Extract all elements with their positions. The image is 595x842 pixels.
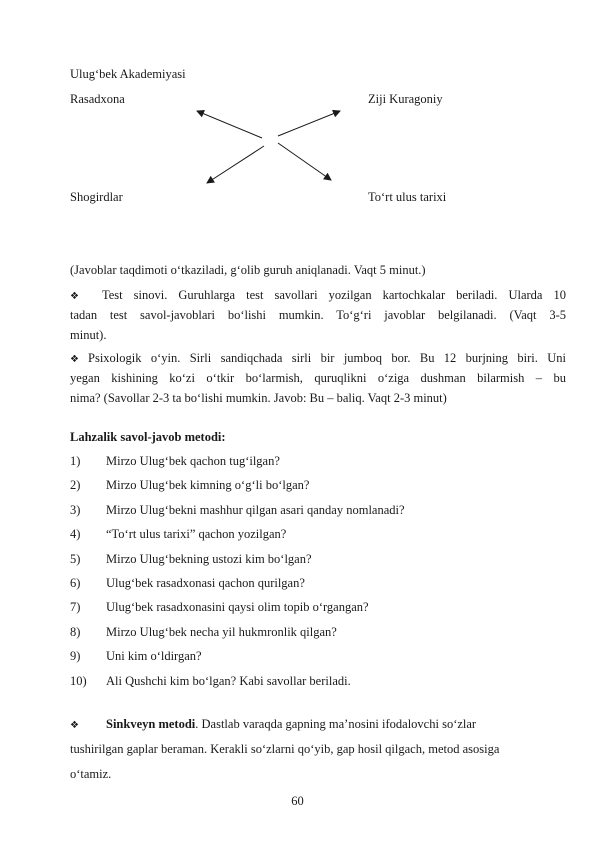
bullet-psix-line-2: yegan kishining ko‘zi o‘tkir bo‘larmish, quruqlikni o‘ziga dushman bilarmish – bu (70, 371, 566, 385)
arrow-to-shogirdlar (207, 146, 264, 183)
list-item (70, 624, 337, 640)
list-item-number: 6) (70, 576, 81, 590)
list-item-text: Mirzo Ulug‘bek kimning o‘g‘li bo‘lgan? (106, 478, 310, 493)
sinkveyn-rest: . Dastlab varaqda gapning ma’nosini ifodalovchi so‘zlar (195, 717, 477, 731)
cluster-item-tort-ulus-tarixi: To‘rt ulus tarixi (368, 190, 447, 204)
sinkveyn-line-3: o‘tamiz. (70, 767, 112, 781)
arrow-to-rasadxona (197, 111, 262, 138)
bullet-psixologik-oyin (70, 348, 566, 408)
list-item-number: 9) (70, 649, 81, 664)
list-item-number: 1) (70, 454, 81, 468)
bullet-psix-line-1: Psixologik o‘yin. Sirli sandiqchada sirli bir jumboq bor. Bu 12 burjning biri. Uni (88, 351, 566, 365)
paragraph-answers: (Javoblar taqdimoti o‘tkaziladi, g‘olib guruh aniqlanadi. Vaqt 5 minut.) (70, 263, 426, 277)
cluster-title: Ulug‘bek Akademiyasi (70, 67, 186, 81)
list-item-text: Ali Qushchi kim bo‘lgan? Kabi savollar beriladi. (106, 673, 351, 688)
list-item (70, 599, 369, 615)
method-heading: Lahzalik savol-javob metodi: (70, 430, 226, 444)
list-item-number: 5) (70, 551, 81, 566)
list-item-text: Mirzo Ulug‘bekni mashhur qilgan asari qanday nomlanadi? (106, 502, 405, 517)
diamond-bullet-icon: ❖ (70, 720, 79, 731)
list-item (70, 453, 280, 469)
list-item-number: 7) (70, 600, 81, 615)
list-item-number: 2) (70, 478, 81, 493)
diamond-bullet-icon: ❖ (70, 354, 79, 365)
list-item (70, 477, 309, 493)
list-item-text: Ulug‘bek rasadxonasini qaysi olim topib o‘rgangan? (106, 600, 369, 615)
diamond-bullet-icon: ❖ (70, 291, 79, 302)
arrow-to-ziji-kuragoniy (278, 111, 340, 136)
cluster-item-rasadxona: Rasadxona (70, 92, 125, 106)
bullet-test-line-3: minut). (70, 328, 107, 342)
list-item-text: Mirzo Ulug‘bek necha yil hukmronlik qilgan? (106, 624, 337, 639)
list-item-text: “To‘rt ulus tarixi” qachon yozilgan? (106, 527, 287, 542)
bullet-test-line-1: Test sinovi. Guruhlarga test savollari yozilgan kartochkalar beriladi. Ularda 10 (102, 288, 566, 302)
list-item (70, 648, 202, 664)
cluster-item-ziji-kuragoniy: Ziji Kuragoniy (368, 92, 443, 106)
list-item-text: Uni kim o‘ldirgan? (106, 649, 202, 664)
list-item-number: 4) (70, 527, 81, 542)
sinkveyn-line-1 (70, 716, 476, 734)
list-item (70, 502, 405, 518)
list-item-number: 3) (70, 502, 81, 517)
list-item (70, 673, 351, 689)
list-item (70, 575, 305, 591)
list-item (70, 551, 312, 567)
bullet-test-sinovi (70, 285, 566, 345)
bullet-psix-line-3: nima? (Savollar 2-3 ta bo‘lishi mumkin. Javob: Bu – baliq. Vaqt 2-3 minut) (70, 391, 447, 405)
list-item-text: Ulug‘bek rasadxonasi qachon qurilgan? (106, 576, 305, 590)
arrow-to-tort-ulus-tarixi (278, 143, 331, 180)
page-number: 60 (291, 794, 304, 808)
bullet-test-line-2: tadan test savol-javoblari bo‘lishi mumkin. To‘g‘ri javoblar belgilanadi. (Vaqt 3-5 (70, 308, 566, 322)
list-item-number: 8) (70, 624, 81, 639)
list-item-number: 10) (70, 673, 87, 688)
sinkveyn-label: Sinkveyn metodi (106, 717, 196, 731)
list-item-text: Mirzo Ulug‘bekning ustozi kim bo‘lgan? (106, 551, 312, 566)
list-item (70, 526, 286, 542)
cluster-item-shogirdlar: Shogirdlar (70, 190, 123, 204)
list-item-text: Mirzo Ulug‘bek qachon tug‘ilgan? (106, 454, 280, 468)
sinkveyn-line-2: tushirilgan gaplar beraman. Kerakli so‘zlarni qo‘yib, gap hosil qilgach, metod asosiga (70, 742, 500, 756)
